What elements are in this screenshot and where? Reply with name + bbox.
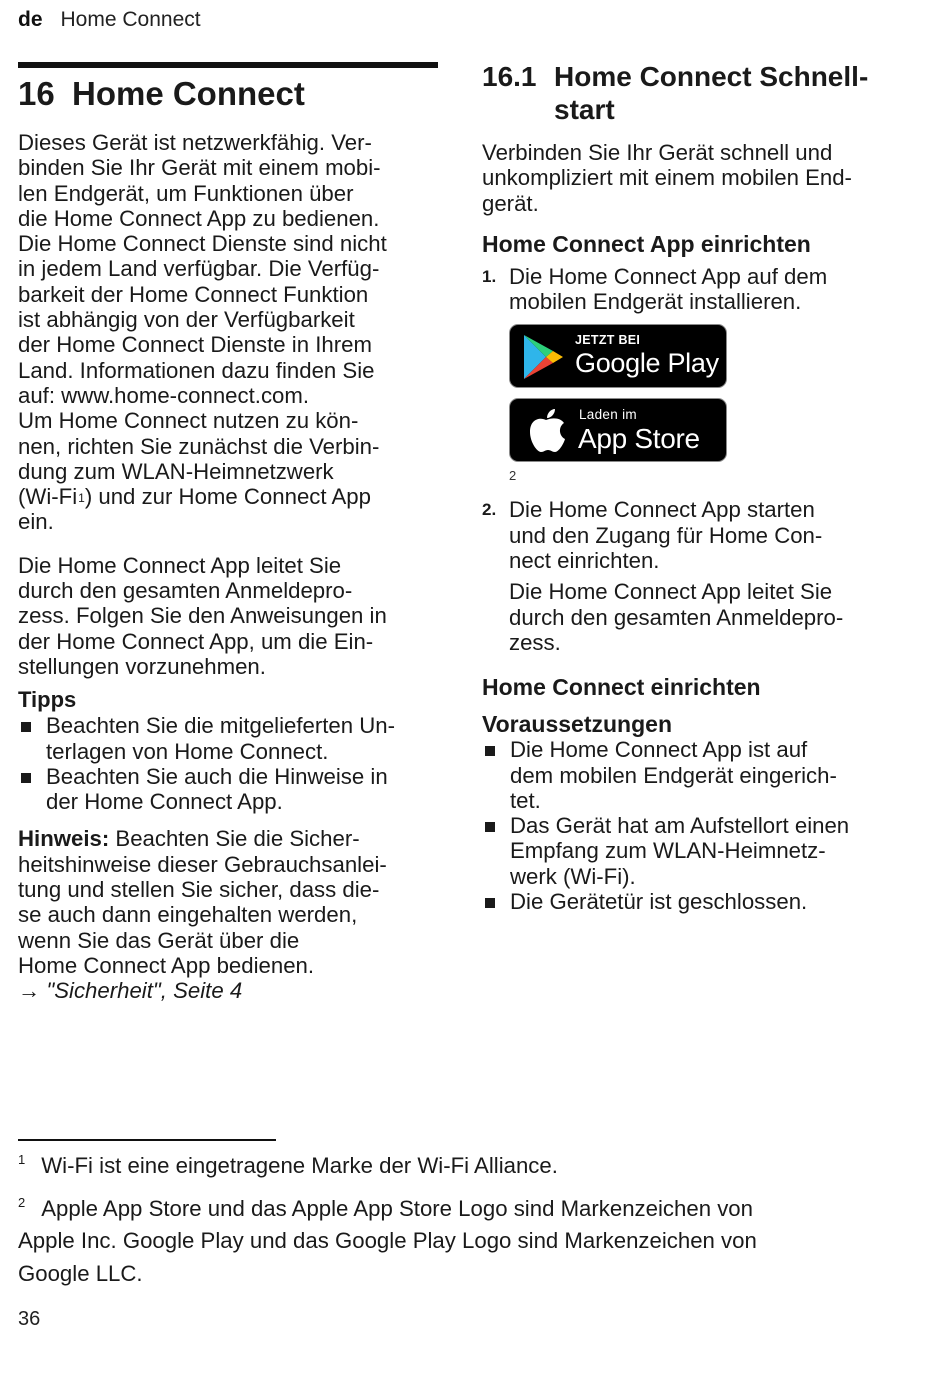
text-line: zess. Folgen Sie den Anweisungen in	[18, 603, 387, 629]
footnote-text: Wi-Fi ist eine eingetragene Marke der Wi-Fi Alliance.	[41, 1153, 558, 1178]
step-2-result	[509, 579, 922, 655]
bullet-icon	[21, 773, 31, 783]
text-line: wenn Sie das Gerät über die	[18, 927, 300, 953]
subheading-app-setup: Home Connect App einrichten	[482, 230, 811, 257]
footnote-text: Apple Inc. Google Play und das Google Play Logo sind Markenzeichen von	[18, 1228, 757, 1253]
text-line: Empfang zum WLAN-Heimnetz-	[510, 838, 826, 864]
text-line: nen, richten Sie zunächst die Verbin-	[18, 433, 380, 459]
section-title-line: Home Connect Schnell-	[554, 61, 869, 92]
text-line: in jedem Land verfügbar. Die Verfüg-	[18, 256, 380, 282]
cross-reference[interactable]	[18, 978, 438, 1003]
text-line: terlagen von Home Connect.	[46, 738, 329, 764]
prerequisites-list	[482, 737, 922, 914]
text-line: Die Gerätetür ist geschlossen.	[510, 889, 808, 915]
list-item	[18, 713, 438, 764]
page-number: 36	[18, 1308, 41, 1330]
list-item	[18, 764, 438, 815]
text-line: dung zum WLAN-Heimnetzwerk	[18, 458, 334, 484]
text-line: der Home Connect App.	[46, 789, 283, 815]
text-line: gerät.	[482, 190, 539, 216]
text-line: Die Home Connect App auf dem	[509, 263, 828, 289]
text-line: Dieses Gerät ist netzwerkfähig. Ver-	[18, 130, 372, 155]
note-label: Hinweis:	[18, 826, 110, 852]
chapter-title: Home Connect	[72, 75, 305, 112]
tips-list	[18, 713, 438, 814]
text-line: len Endgerät, um Funktionen über	[18, 180, 354, 206]
wifi-text-cont: ) und zur Home Connect App	[84, 484, 371, 510]
footnote-marker: 2	[18, 1194, 26, 1210]
step-number: 1.	[482, 266, 497, 286]
text-line: Land. Informationen dazu finden Sie	[18, 357, 375, 383]
bullet-icon	[485, 746, 495, 756]
text-line: Die Home Connect App leitet Sie	[18, 552, 342, 578]
language-code: de	[18, 8, 43, 31]
chapter-rule	[18, 62, 438, 68]
text-line: die Home Connect App zu bedienen.	[18, 205, 380, 231]
footnote-2	[18, 1193, 918, 1291]
footnote-1	[18, 1150, 918, 1183]
arrow-right-icon: →	[18, 978, 41, 1004]
text-line: binden Sie Ihr Gerät mit einem mobi-	[18, 155, 381, 181]
text-line: barkeit der Home Connect Funktion	[18, 281, 369, 307]
section-heading	[482, 60, 922, 126]
text-line: Die Home Connect App leitet Sie	[509, 579, 833, 605]
wifi-text: (Wi-Fi	[18, 484, 78, 510]
prerequisites-heading: Voraussetzungen	[482, 711, 672, 738]
text-line	[18, 484, 438, 509]
bullet-icon	[485, 822, 495, 832]
text-line: unkompliziert mit einem mobilen End-	[482, 165, 852, 191]
text-line: Die Home Connect Dienste sind nicht	[18, 231, 387, 257]
text-line: der Home Connect App, um die Ein-	[18, 628, 374, 654]
text-line: und den Zugang für Home Con-	[509, 522, 823, 548]
text-line: Verbinden Sie Ihr Gerät schnell und	[482, 140, 833, 165]
section-title-line: start	[554, 94, 615, 125]
step-2	[482, 497, 922, 573]
app-store-small-label: Laden im	[579, 407, 637, 423]
text-line: ist abhängig von der Verfügbarkeit	[18, 307, 355, 333]
intro-paragraph	[18, 130, 438, 535]
text-line: mobilen Endgerät installieren.	[509, 289, 802, 315]
footnotes	[18, 1150, 918, 1290]
list-item	[482, 813, 922, 889]
text-line: Die Home Connect App ist auf	[510, 737, 808, 763]
app-store-label: App Store	[578, 423, 700, 455]
left-column	[18, 62, 438, 1004]
footnote-rule	[18, 1139, 276, 1141]
note-block	[18, 826, 438, 1003]
list-item	[482, 737, 922, 813]
text-line: tet.	[510, 787, 541, 813]
footnote-marker: 1	[18, 1152, 26, 1167]
google-play-icon	[522, 333, 566, 381]
text-line: se auch dann eingehalten werden,	[18, 902, 358, 928]
text-line: Beachten Sie auch die Hinweise in	[46, 763, 388, 789]
text-line: Beachten Sie die mitgelieferten Un-	[46, 713, 396, 739]
list-item	[482, 889, 922, 914]
bullet-icon	[485, 898, 495, 908]
subheading-connect-setup: Home Connect einrichten	[482, 674, 761, 701]
footnote-text: Apple App Store und das Apple App Store Logo sind Markenzeichen von	[41, 1195, 753, 1221]
page-header	[18, 8, 201, 32]
bullet-icon	[21, 722, 31, 732]
app-store-badge[interactable]	[509, 398, 727, 462]
text-line: der Home Connect Dienste in Ihrem	[18, 332, 372, 358]
text-line: Das Gerät hat am Aufstellort einen	[510, 813, 850, 839]
text-line: tung und stellen Sie sicher, dass die-	[18, 877, 380, 903]
google-play-label: Google Play	[575, 348, 719, 379]
google-play-badge[interactable]	[509, 324, 727, 388]
text-line: ein.	[18, 509, 54, 535]
chapter-number: 16	[18, 75, 55, 112]
text-line: Um Home Connect nutzen zu kön-	[18, 408, 359, 434]
header-title: Home Connect	[60, 8, 201, 31]
process-paragraph	[18, 553, 438, 679]
chapter-heading	[18, 72, 438, 116]
text-line: Home Connect App bedienen.	[18, 952, 315, 978]
text-line: Die Home Connect App starten	[509, 497, 815, 523]
text-line: zess.	[509, 629, 561, 655]
footnote-ref: 1	[78, 491, 85, 506]
section-number: 16.1	[482, 61, 537, 92]
text-line: dem mobilen Endgerät eingerich-	[510, 762, 837, 788]
apple-icon	[526, 408, 566, 454]
text-line: werk (Wi-Fi).	[510, 863, 636, 889]
tips-heading: Tipps	[18, 687, 77, 713]
text-line: stellungen vorzunehmen.	[18, 653, 266, 679]
text-line: nect einrichten.	[509, 548, 660, 574]
text-line: durch den gesamten Anmeldepro-	[509, 604, 844, 630]
badge-footnote-ref: 2	[509, 468, 517, 484]
google-play-small-label: JETZT BEI	[575, 333, 641, 348]
text-line: auf: www.home-connect.com.	[18, 382, 310, 408]
footnote-text: Google LLC.	[18, 1260, 143, 1286]
text-line: durch den gesamten Anmeldepro-	[18, 578, 353, 604]
note-text: Beachten Sie die Sicher-	[109, 826, 360, 852]
step-1	[482, 264, 922, 315]
right-column	[482, 60, 922, 914]
section-intro	[482, 140, 922, 216]
text-line: heitshinweise dieser Gebrauchsanlei-	[18, 851, 387, 877]
step-number: 2.	[482, 500, 497, 520]
cross-reference-link[interactable]: "Sicherheit", Seite 4	[46, 978, 243, 1004]
text-line	[18, 826, 438, 851]
